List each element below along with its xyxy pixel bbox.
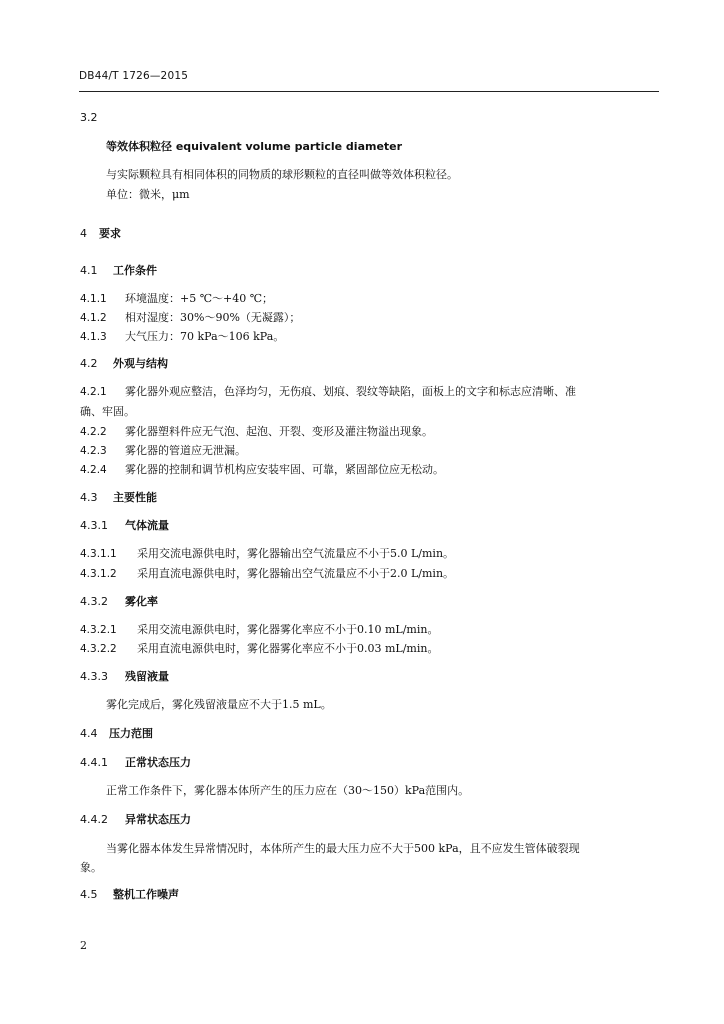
section-4-5-heading [80, 886, 179, 902]
standard-number-header: DB44/T 1726—2015 [79, 70, 189, 82]
header-rule [79, 91, 659, 92]
section-title: 正常状态压力 [125, 756, 191, 769]
clause-text: 采用交流电源供电时，雾化器输出空气流量应不小于5.0 L/min。 [137, 547, 455, 560]
clause-4-2-1-continuation: 确、牢固。 [80, 405, 135, 418]
section-title: 工作条件 [113, 264, 157, 277]
section-4-heading [80, 225, 121, 241]
clause-text: 雾化器塑料件应无气泡、起泡、开裂、变形及灌注物溢出现象。 [125, 425, 433, 438]
clause-number: 4.3.1.2 [80, 568, 117, 580]
clause-4-3-2-2 [80, 640, 438, 656]
clause-4-3-1-1 [80, 545, 454, 561]
clause-number: 4.3.1.1 [80, 548, 117, 560]
clause-4-1-2 [80, 309, 300, 325]
section-title: 雾化率 [125, 595, 158, 608]
section-4-4-1-text: 正常工作条件下，雾化器本体所产生的压力应在（30～150）kPa范围内。 [106, 784, 470, 797]
section-title: 主要性能 [113, 491, 157, 504]
clause-4-1-1 [80, 290, 273, 306]
section-4-1-heading [80, 262, 157, 278]
clause-4-1-3 [80, 328, 284, 344]
section-title: 气体流量 [125, 519, 169, 532]
clause-4-2-1 [80, 383, 576, 399]
section-4-2-heading [80, 355, 168, 371]
section-number: 4.4.2 [80, 813, 108, 826]
section-number: 4.1 [80, 264, 98, 277]
clause-text: 雾化器的控制和调节机构应安装牢固、可靠，紧固部位应无松动。 [125, 463, 444, 476]
term-unit: 单位：微米，μm [106, 188, 190, 201]
clause-4-3-1-2 [80, 565, 454, 581]
clause-number: 4.2.2 [80, 426, 107, 438]
clause-number: 4.3.2.2 [80, 643, 117, 655]
clause-number: 4.2.4 [80, 464, 107, 476]
section-4-3-1-heading [80, 517, 169, 533]
section-number: 4.4.1 [80, 756, 108, 769]
clause-text: 环境温度：+5 ℃～+40 ℃； [125, 292, 274, 305]
section-number: 4.2 [80, 357, 98, 370]
section-title: 外观与结构 [113, 357, 168, 370]
section-number: 4.3.1 [80, 519, 108, 532]
clause-text: 雾化器外观应整洁，色泽均匀，无伤痕、划痕、裂纹等缺陷，面板上的文字和标志应清晰、准 [125, 385, 576, 398]
clause-number: 4.1.3 [80, 331, 107, 343]
section-number: 4.5 [80, 888, 98, 901]
page-number: 2 [80, 939, 87, 952]
clause-text: 采用直流电源供电时，雾化器雾化率应不小于0.03 mL/min。 [137, 642, 439, 655]
term-definition: 与实际颗粒具有相同体积的同物质的球形颗粒的直径叫做等效体积粒径。 [106, 168, 458, 181]
section-4-3-3-heading [80, 668, 169, 684]
section-4-4-2-heading [80, 811, 191, 827]
section-number: 4.4 [80, 727, 98, 740]
clause-4-2-4 [80, 461, 444, 477]
section-4-3-heading [80, 489, 157, 505]
clause-text: 雾化器的管道应无泄漏。 [125, 444, 246, 457]
section-number: 4 [80, 227, 87, 240]
clause-number: 4.2.1 [80, 386, 107, 398]
section-4-4-2-text: 当雾化器本体发生异常情况时，本体所产生的最大压力应不大于500 kPa，且不应发生管体破裂现 [106, 842, 580, 855]
clause-4-2-2 [80, 423, 433, 439]
clause-text: 相对湿度：30%～90%（无凝露）； [125, 311, 301, 324]
clause-number: 4.2.3 [80, 445, 107, 457]
section-title: 异常状态压力 [125, 813, 191, 826]
section-4-3-3-text: 雾化完成后，雾化残留液量应不大于1.5 mL。 [106, 698, 332, 711]
section-number: 4.3.3 [80, 670, 108, 683]
clause-4-3-2-1 [80, 621, 438, 637]
section-number: 4.3.2 [80, 595, 108, 608]
section-title: 整机工作噪声 [113, 888, 179, 901]
section-title: 压力范围 [109, 727, 153, 740]
section-4-3-2-heading [80, 593, 158, 609]
section-4-4-1-heading [80, 754, 191, 770]
clause-number: 4.1.1 [80, 293, 107, 305]
section-4-4-heading [80, 725, 153, 741]
term-number: 3.2 [80, 111, 98, 124]
clause-text: 大气压力：70 kPa～106 kPa。 [125, 330, 285, 343]
section-4-4-2-text-continuation: 象。 [80, 861, 102, 874]
section-title: 要求 [99, 227, 121, 240]
clause-text: 采用交流电源供电时，雾化器雾化率应不小于0.10 mL/min。 [137, 623, 439, 636]
term-heading: 等效体积粒径 equivalent volume particle diameter [106, 140, 403, 153]
section-title: 残留液量 [125, 670, 169, 683]
clause-4-2-3 [80, 442, 246, 458]
clause-number: 4.3.2.1 [80, 624, 117, 636]
section-number: 4.3 [80, 491, 98, 504]
clause-number: 4.1.2 [80, 312, 107, 324]
clause-text: 采用直流电源供电时，雾化器输出空气流量应不小于2.0 L/min。 [137, 567, 455, 580]
